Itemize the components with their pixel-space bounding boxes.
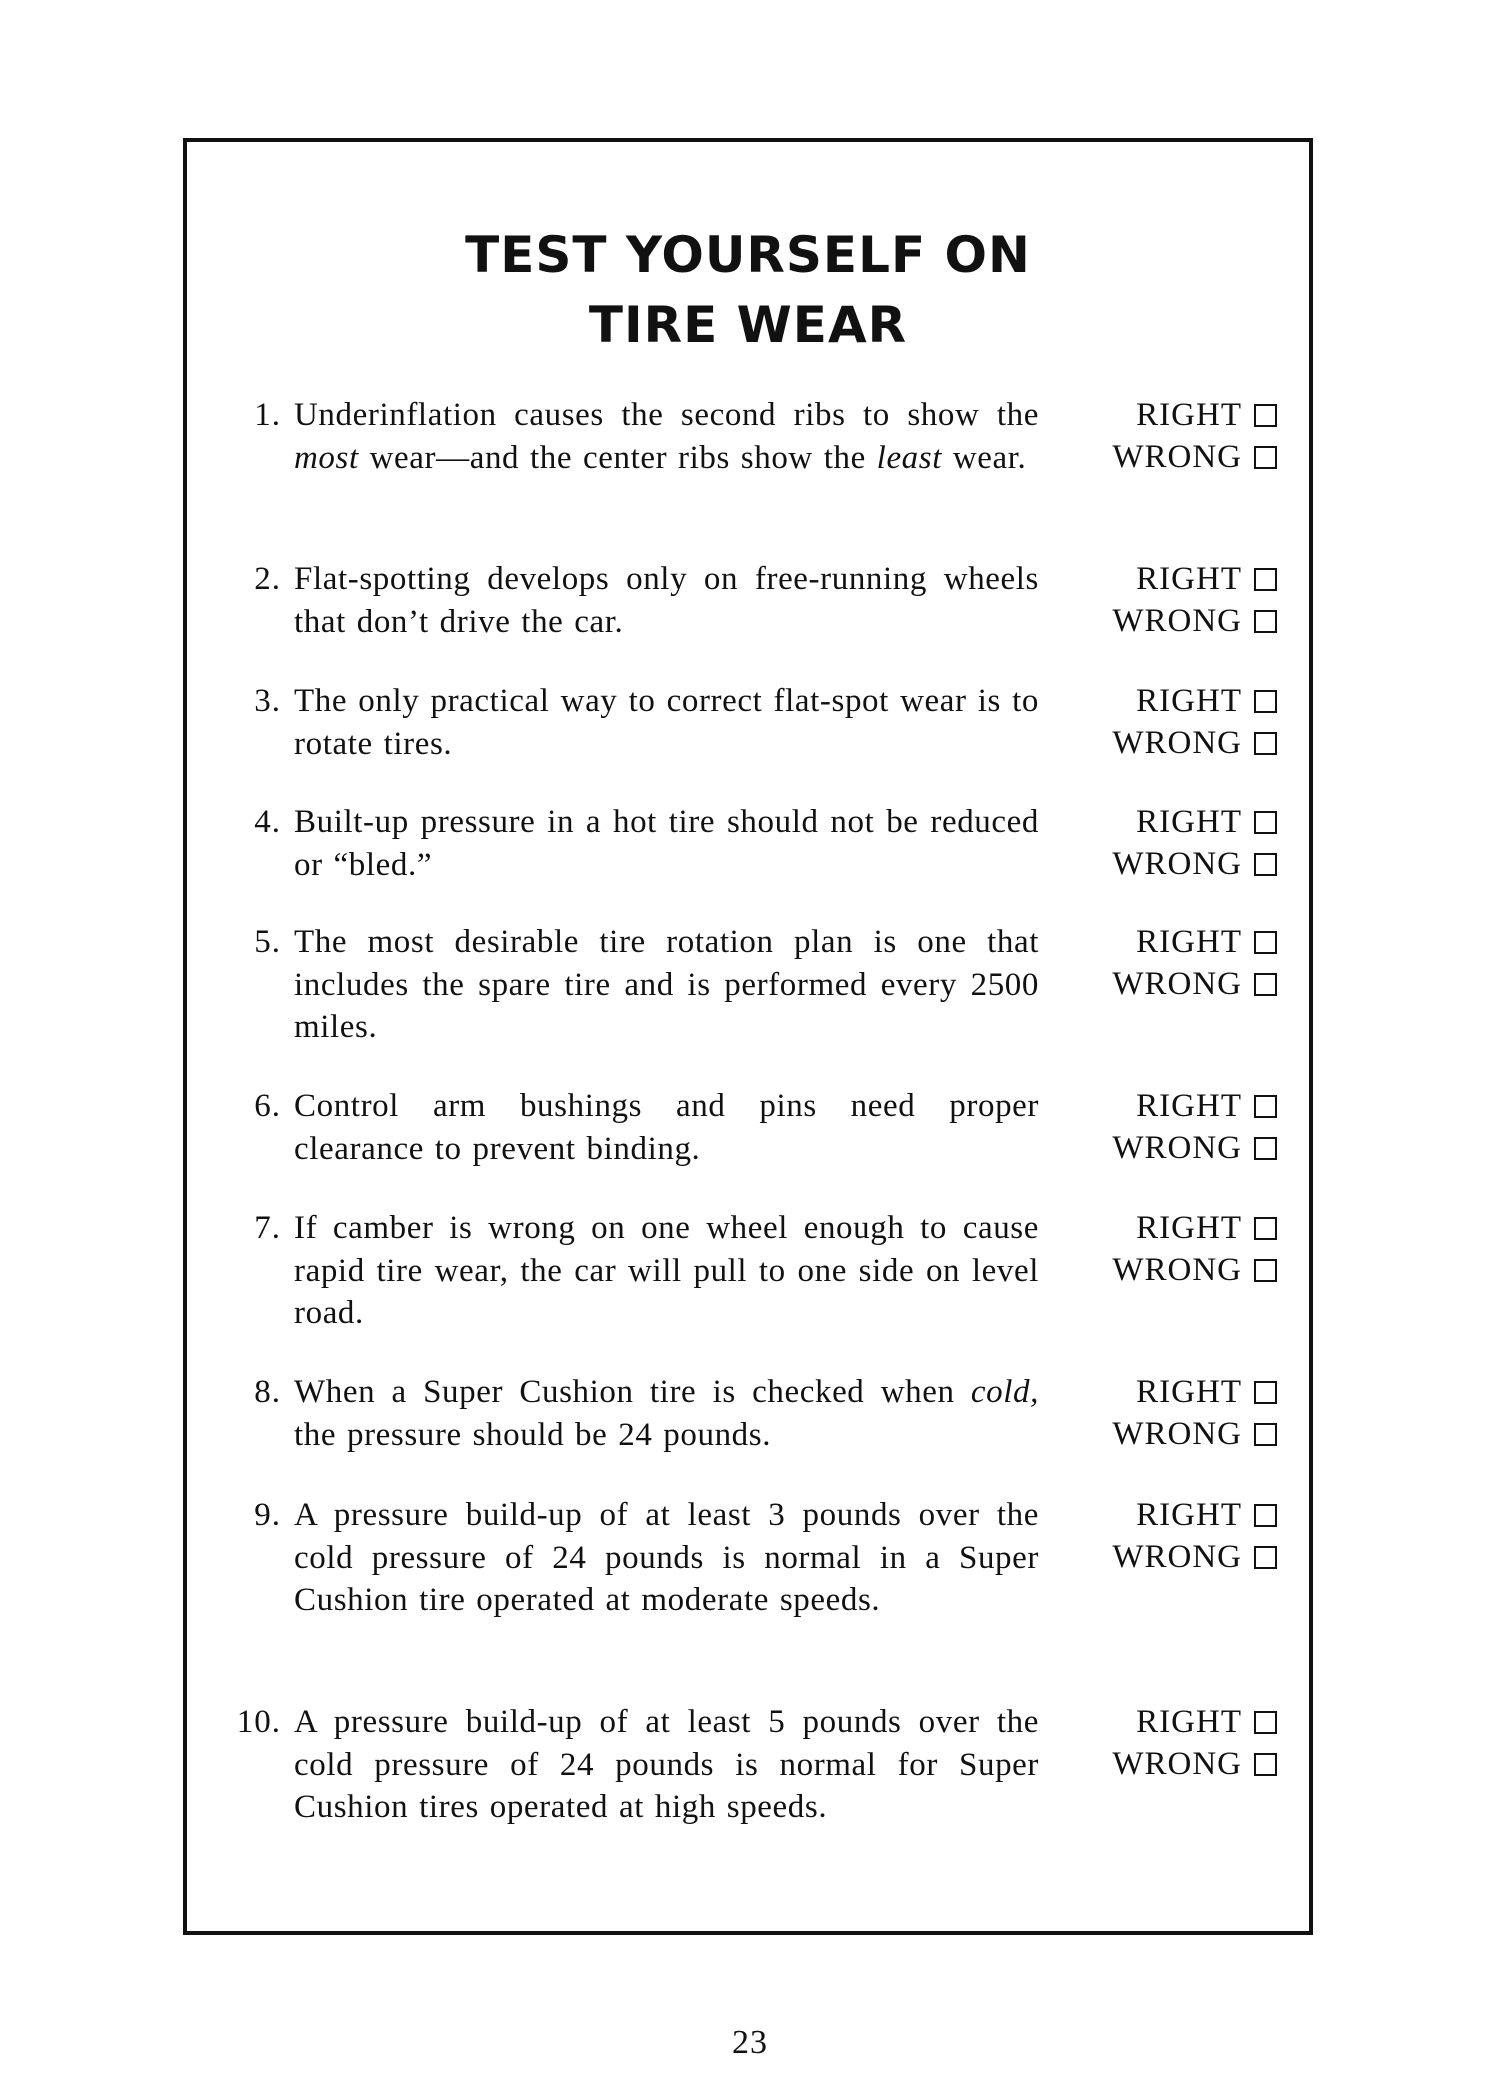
- answer-right-option[interactable]: [1057, 1494, 1277, 1537]
- question-text-segment: wear.: [942, 439, 1027, 476]
- answer-right-option[interactable]: [1057, 394, 1277, 437]
- quiz-title: [187, 220, 1309, 360]
- question-text-segment: Flat-spotting develops only on free-running wheels that don’t drive the car.: [294, 561, 1039, 640]
- answer-wrong-checkbox[interactable]: [1254, 732, 1277, 755]
- answer-wrong-option[interactable]: [1057, 844, 1277, 887]
- page-number: 23: [732, 2024, 768, 2061]
- answer-right-label: RIGHT: [1136, 1087, 1242, 1124]
- answer-right-checkbox[interactable]: [1254, 690, 1277, 713]
- answer-right-option[interactable]: [1057, 1371, 1277, 1414]
- answer-wrong-checkbox[interactable]: [1254, 446, 1277, 469]
- answer-wrong-option[interactable]: [1057, 964, 1277, 1007]
- question-text-segment: Built-up pressure in a hot tire should not be reduced or “bled.”: [294, 804, 1039, 883]
- question-text: [294, 394, 1039, 479]
- question-text-emphasis: most: [294, 439, 359, 476]
- answer-wrong-label: WRONG: [1112, 603, 1242, 640]
- question-text-segment: wear—and the center ribs show the: [358, 439, 877, 476]
- question-text-emphasis: cold,: [970, 1374, 1039, 1410]
- question-text-segment: A pressure build-up of at least 3 pounds over the cold pressure of 24 pounds is normal in a Super Cushion tire operated at moderate speeds.: [294, 1497, 1039, 1618]
- answer-right-label: RIGHT: [1136, 560, 1242, 597]
- question-number: 10.: [236, 1704, 281, 1740]
- answer-right-option[interactable]: [1057, 1085, 1277, 1128]
- question-number: 2.: [254, 561, 281, 597]
- answer-right-label: RIGHT: [1136, 682, 1242, 719]
- answer-wrong-checkbox[interactable]: [1254, 1259, 1277, 1282]
- answer-right-checkbox[interactable]: [1254, 1095, 1277, 1118]
- answer-wrong-option[interactable]: [1057, 1744, 1277, 1787]
- answer-right-checkbox[interactable]: [1254, 1381, 1277, 1404]
- question-text-emphasis: least: [876, 439, 942, 476]
- answer-wrong-label: WRONG: [1112, 439, 1242, 476]
- question-text: [294, 1085, 1039, 1170]
- answer-wrong-checkbox[interactable]: [1254, 1546, 1277, 1569]
- answer-wrong-label: WRONG: [1112, 1746, 1242, 1783]
- answer-wrong-checkbox[interactable]: [1254, 1423, 1277, 1446]
- question-number: 5.: [254, 924, 281, 960]
- answer-wrong-option[interactable]: [1057, 723, 1277, 766]
- question-text-segment: When a Super Cushion tire is checked when: [294, 1374, 971, 1410]
- answer-wrong-checkbox[interactable]: [1254, 1753, 1277, 1776]
- answer-right-label: RIGHT: [1136, 923, 1242, 960]
- question-number: 6.: [254, 1088, 281, 1124]
- answer-right-option[interactable]: [1057, 801, 1277, 844]
- answer-wrong-checkbox[interactable]: [1254, 610, 1277, 633]
- answer-options: [1057, 1207, 1277, 1292]
- answer-options: [1057, 921, 1277, 1006]
- answer-right-checkbox[interactable]: [1254, 931, 1277, 954]
- answer-options: [1057, 1701, 1277, 1786]
- answer-right-label: RIGHT: [1136, 1496, 1242, 1533]
- answer-wrong-checkbox[interactable]: [1254, 853, 1277, 876]
- answer-options: [1057, 1371, 1277, 1456]
- question-number: 3.: [254, 683, 281, 719]
- answer-right-option[interactable]: [1057, 1701, 1277, 1744]
- answer-wrong-option[interactable]: [1057, 1250, 1277, 1293]
- question-text-segment: A pressure build-up of at least 5 pounds over the cold pressure of 24 pounds is normal for Super Cushion tires operated at high speeds.: [294, 1704, 1039, 1825]
- answer-wrong-label: WRONG: [1112, 966, 1242, 1003]
- question-number: 7.: [254, 1210, 281, 1246]
- answer-options: [1057, 1494, 1277, 1579]
- answer-options: [1057, 558, 1277, 643]
- answer-wrong-option[interactable]: [1057, 1537, 1277, 1580]
- answer-wrong-label: WRONG: [1112, 1130, 1242, 1167]
- answer-right-label: RIGHT: [1136, 396, 1242, 433]
- answer-options: [1057, 1085, 1277, 1170]
- question-text: [294, 801, 1039, 886]
- question-text: [294, 1494, 1039, 1622]
- question-number: 8.: [254, 1374, 281, 1410]
- question-text-segment: Control arm bushings and pins need proper clearance to prevent binding.: [294, 1088, 1039, 1167]
- answer-wrong-label: WRONG: [1112, 725, 1242, 762]
- answer-options: [1057, 394, 1277, 479]
- answer-right-checkbox[interactable]: [1254, 568, 1277, 591]
- answer-right-checkbox[interactable]: [1254, 1504, 1277, 1527]
- answer-right-option[interactable]: [1057, 680, 1277, 723]
- quiz-title-line-2: TIRE WEAR: [588, 296, 908, 354]
- answer-right-label: RIGHT: [1136, 803, 1242, 840]
- answer-right-label: RIGHT: [1136, 1373, 1242, 1410]
- answer-right-checkbox[interactable]: [1254, 404, 1277, 427]
- question-number: 1.: [254, 397, 281, 433]
- answer-wrong-label: WRONG: [1112, 1252, 1242, 1289]
- answer-wrong-option[interactable]: [1057, 437, 1277, 480]
- answer-right-option[interactable]: [1057, 558, 1277, 601]
- answer-wrong-option[interactable]: [1057, 1414, 1277, 1457]
- question-text: [294, 1371, 1039, 1456]
- answer-right-label: RIGHT: [1136, 1703, 1242, 1740]
- answer-right-label: RIGHT: [1136, 1209, 1242, 1246]
- question-text-segment: the pressure should be 24 pounds.: [294, 1416, 772, 1453]
- answer-wrong-label: WRONG: [1112, 1539, 1242, 1576]
- question-text: [294, 921, 1039, 1049]
- answer-right-checkbox[interactable]: [1254, 1711, 1277, 1734]
- answer-right-checkbox[interactable]: [1254, 1217, 1277, 1240]
- question-text: [294, 680, 1039, 765]
- answer-right-checkbox[interactable]: [1254, 811, 1277, 834]
- answer-wrong-checkbox[interactable]: [1254, 973, 1277, 996]
- question-text-segment: The only practical way to correct flat-spot wear is to rotate tires.: [294, 683, 1039, 762]
- question-text: [294, 1207, 1039, 1335]
- answer-wrong-checkbox[interactable]: [1254, 1137, 1277, 1160]
- question-number: 4.: [254, 804, 281, 840]
- answer-options: [1057, 801, 1277, 886]
- question-text-segment: Underinflation causes the second ribs to show the: [294, 397, 1039, 433]
- answer-wrong-option[interactable]: [1057, 601, 1277, 644]
- question-text: [294, 1701, 1039, 1829]
- question-number: 9.: [254, 1497, 281, 1533]
- question-text: [294, 558, 1039, 643]
- answer-wrong-label: WRONG: [1112, 846, 1242, 883]
- answer-wrong-label: WRONG: [1112, 1416, 1242, 1453]
- answer-right-option[interactable]: [1057, 921, 1277, 964]
- quiz-title-line-1: TEST YOURSELF ON: [465, 226, 1031, 284]
- question-text-segment: If camber is wrong on one wheel enough to cause rapid tire wear, the car will pull to one side on level road.: [294, 1210, 1039, 1331]
- question-text-segment: The most desirable tire rotation plan is one that includes the spare tire and is performed every 2500 miles.: [294, 924, 1039, 1045]
- answer-options: [1057, 680, 1277, 765]
- answer-wrong-option[interactable]: [1057, 1128, 1277, 1171]
- quiz-frame: [183, 138, 1313, 1935]
- answer-right-option[interactable]: [1057, 1207, 1277, 1250]
